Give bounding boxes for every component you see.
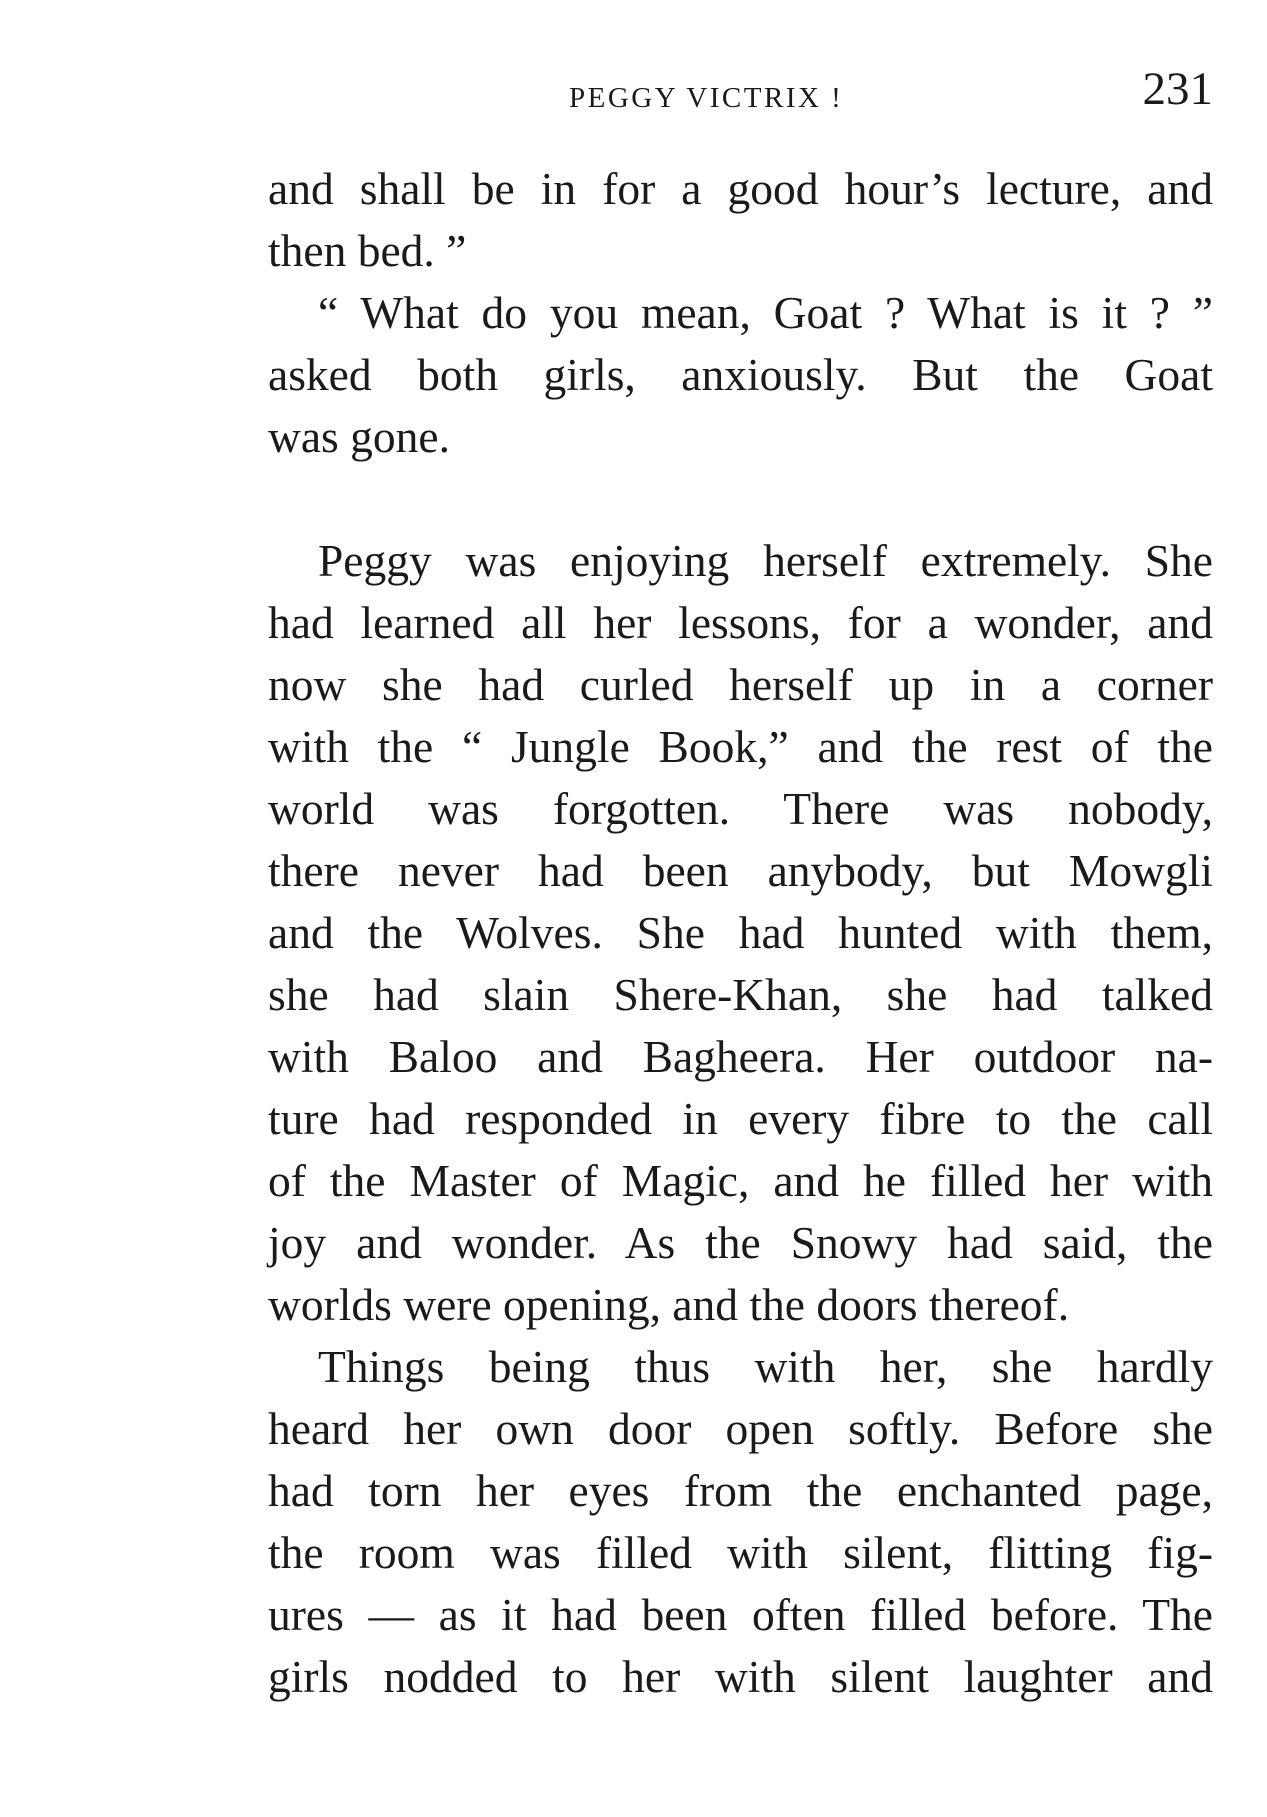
- text-line: world was forgotten. There was nobody,: [268, 783, 1213, 834]
- text-block-main: [268, 530, 1213, 1708]
- text-line: was gone.: [268, 411, 450, 462]
- text-line: had torn her eyes from the enchanted page,: [268, 1465, 1213, 1516]
- running-head: [268, 62, 1213, 122]
- text-line: there never had been anybody, but Mowgli: [268, 845, 1213, 896]
- text-line: heard her own door open softly. Before she: [268, 1403, 1213, 1454]
- text-line: now she had curled herself up in a corner: [268, 659, 1213, 710]
- paragraph: [268, 1336, 1213, 1708]
- text-line: ures — as it had been often filled before. The: [268, 1589, 1213, 1640]
- text-line: the room was filled with silent, flitting fig-: [268, 1527, 1213, 1578]
- text-line: ture had responded in every fibre to the call: [268, 1093, 1213, 1144]
- text-line: and the Wolves. She had hunted with them,: [268, 907, 1213, 958]
- text-line: asked both girls, anxiously. But the Goat: [268, 349, 1213, 400]
- text-line: joy and wonder. As the Snowy had said, the: [268, 1217, 1213, 1268]
- page-number: 231: [1142, 63, 1213, 115]
- paragraph: [268, 530, 1213, 1336]
- text-line: girls nodded to her with silent laughter and: [268, 1651, 1213, 1702]
- text-line: with the “ Jungle Book,” and the rest of the: [268, 721, 1213, 772]
- text-line: she had slain Shere-Khan, she had talked: [268, 969, 1213, 1020]
- text-line: had learned all her lessons, for a wonder, and: [268, 597, 1213, 648]
- running-title: PEGGY VICTRIX !: [569, 82, 844, 114]
- text-block-top: [268, 158, 1213, 468]
- text-line: with Baloo and Bagheera. Her outdoor na-: [268, 1031, 1213, 1082]
- text-line: “ What do you mean, Goat ? What is it ? ”: [318, 287, 1213, 338]
- text-line: of the Master of Magic, and he filled her with: [268, 1155, 1213, 1206]
- text-line: Peggy was enjoying herself extremely. She: [318, 535, 1213, 586]
- text-line: Things being thus with her, she hardly: [318, 1341, 1213, 1392]
- text-line: worlds were opening, and the doors thereof.: [268, 1279, 1070, 1330]
- paragraph: [268, 282, 1213, 468]
- text-line: then bed. ”: [268, 225, 467, 276]
- paragraph: [268, 158, 1213, 282]
- text-line: and shall be in for a good hour’s lecture, and: [268, 163, 1213, 214]
